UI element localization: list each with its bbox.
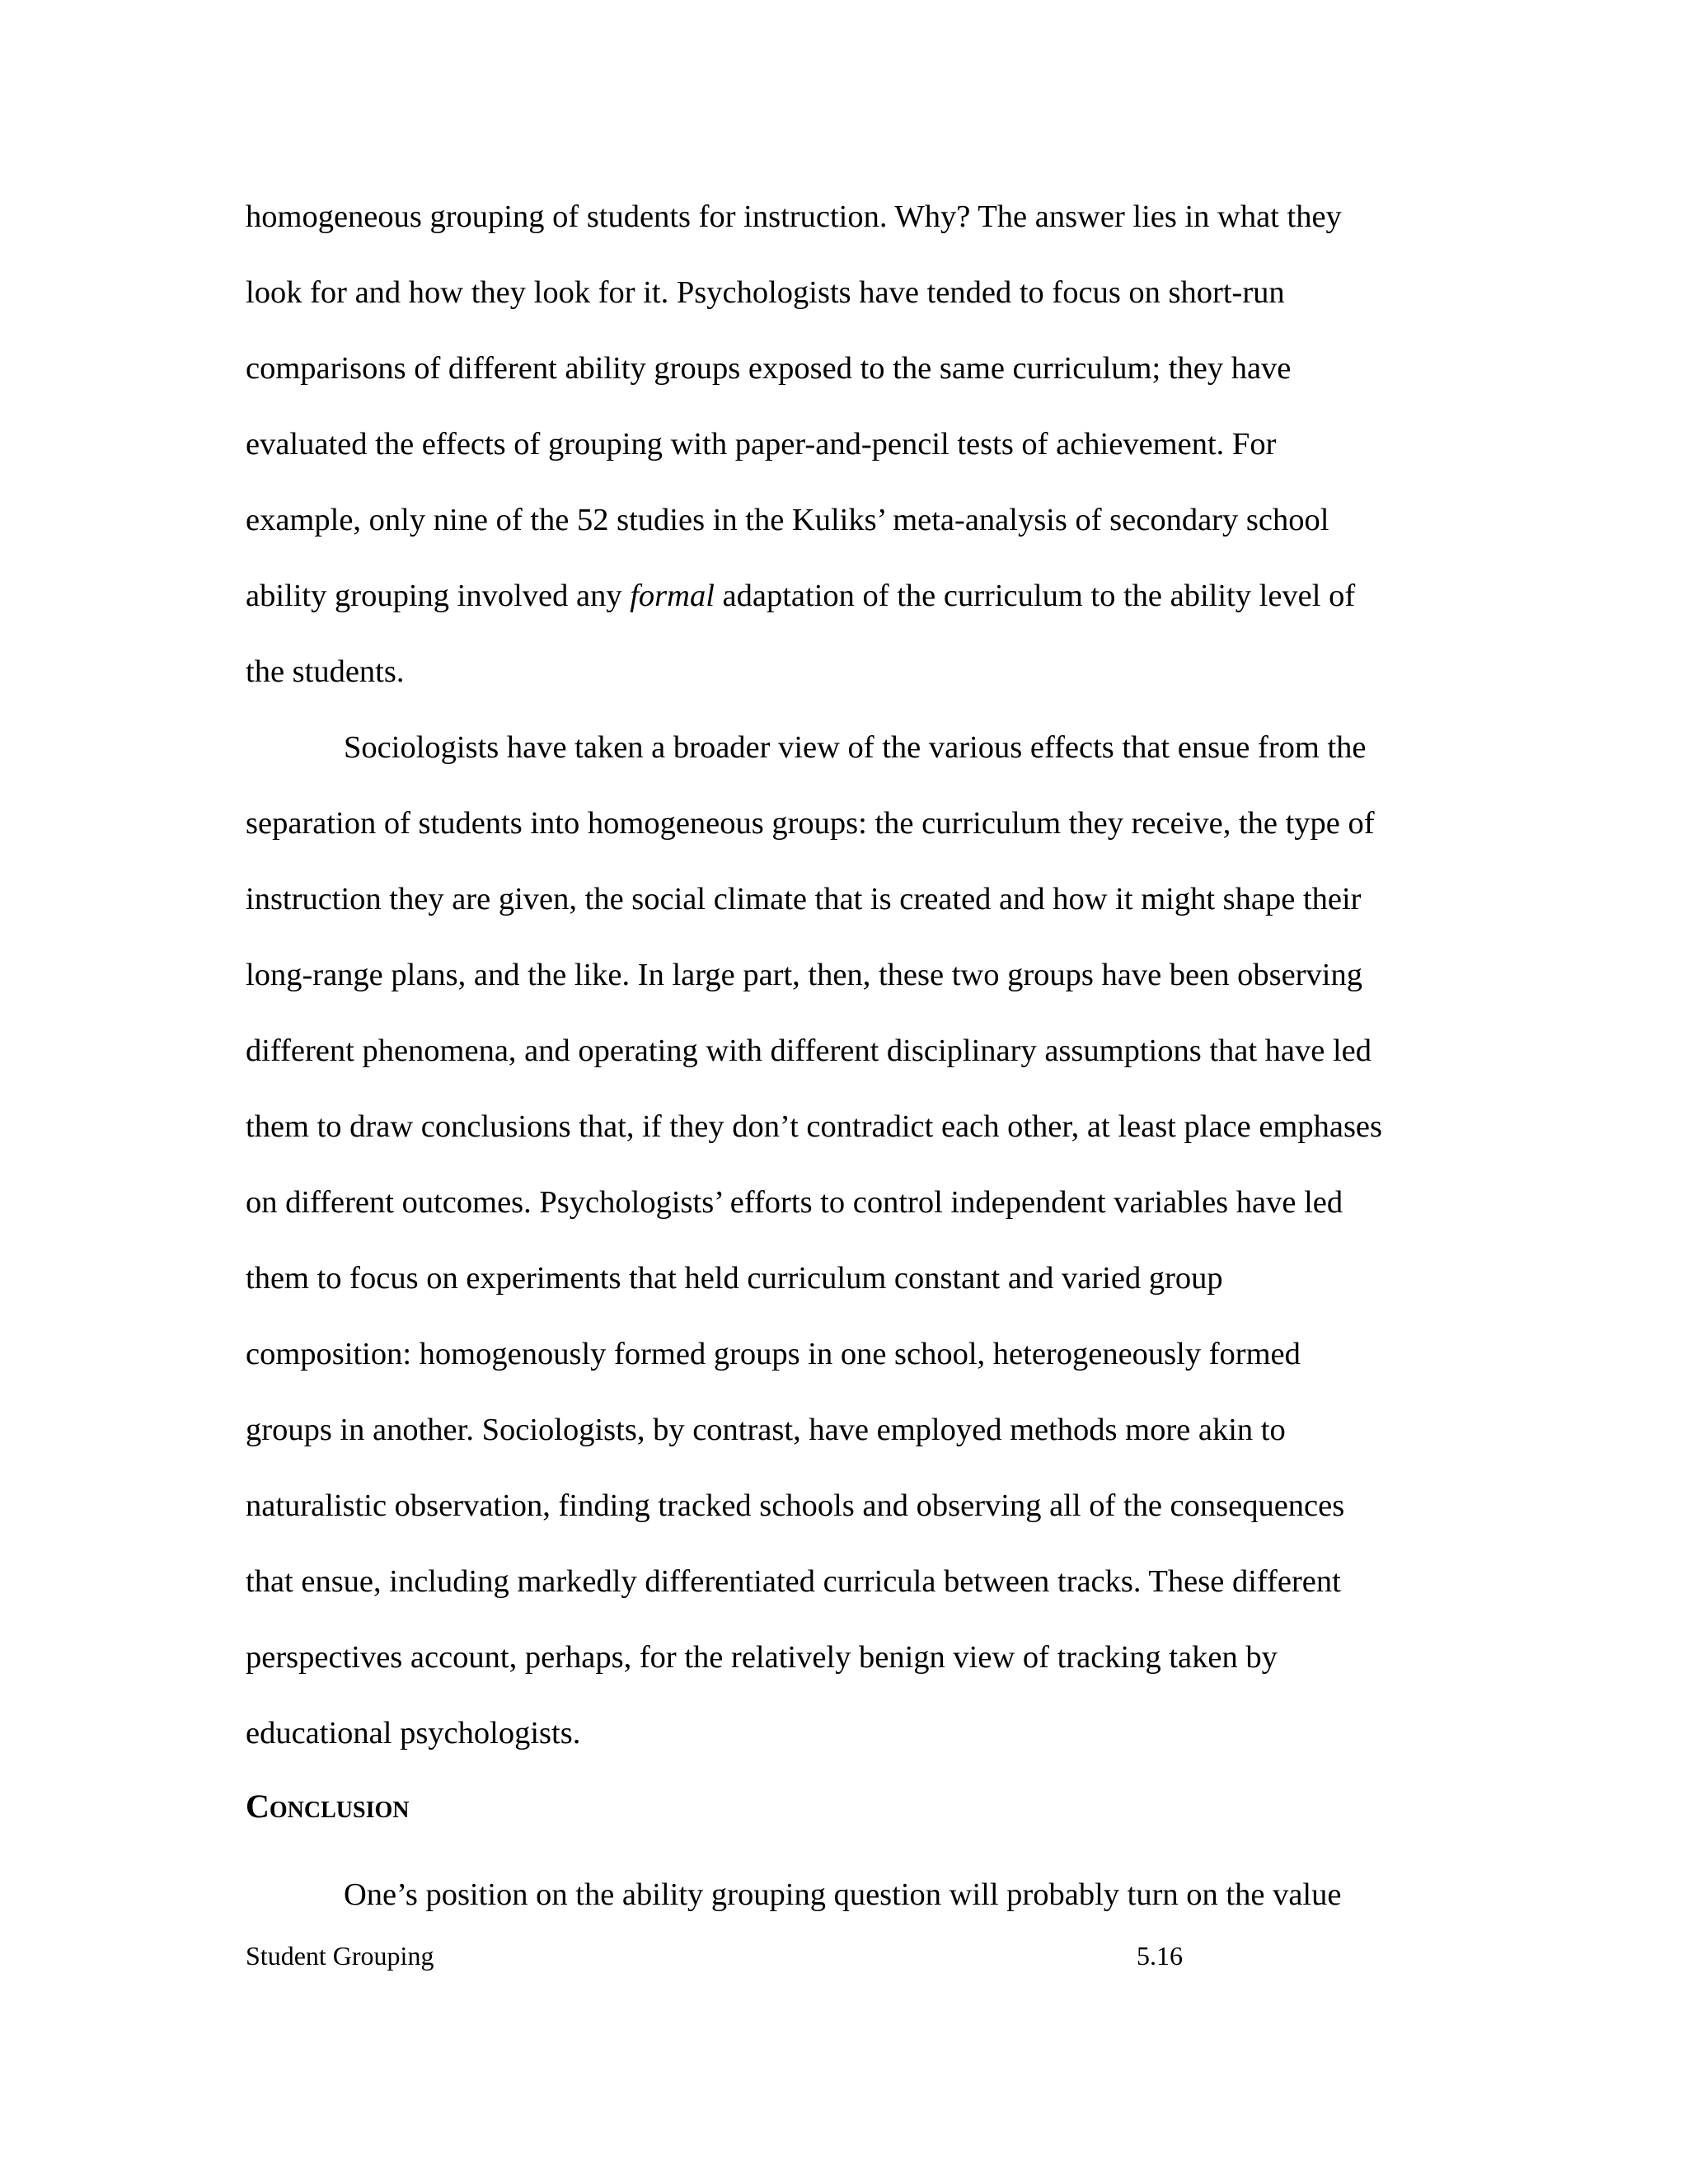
emphasis-formal: formal xyxy=(630,579,715,613)
paragraph-2-line-1: Sociologists have taken a broader view of the various effects that ensue from the xyxy=(344,730,1367,765)
paragraph-1-line-6-end: adaptation of the curriculum to the ability level of xyxy=(714,579,1356,613)
paragraph-2-line-7: on different outcomes. Psychologists’ efforts to control independent variables have led xyxy=(246,1185,1343,1220)
paragraph-2-line-3: instruction they are given, the social climate that is created and how it might shape their xyxy=(246,882,1362,916)
paragraph-1-line-5: example, only nine of the 52 studies in the Kuliks’ meta-analysis of secondary school xyxy=(246,503,1329,537)
paragraph-1-line-3: comparisons of different ability groups exposed to the same curriculum; they have xyxy=(246,351,1292,386)
paragraph-1-line-7: the students. xyxy=(246,654,405,689)
paragraph-1-line-6 xyxy=(246,576,1355,616)
paragraph-2-line-2: separation of students into homogeneous groups: the curriculum they receive, the type of xyxy=(246,806,1375,841)
paragraph-2-line-11: naturalistic observation, finding tracked schools and observing all of the consequences xyxy=(246,1488,1345,1523)
paragraph-3-line-1: One’s position on the ability grouping question will probably turn on the value xyxy=(344,1877,1342,1912)
footer-title: Student Grouping xyxy=(246,1941,434,1971)
paragraph-2-line-13: perspectives account, perhaps, for the relatively benign view of tracking taken by xyxy=(246,1640,1278,1675)
paragraph-2-line-6: them to draw conclusions that, if they don’t contradict each other, at least place emphases xyxy=(246,1109,1383,1144)
page-number: 5.16 xyxy=(1137,1941,1183,1971)
paragraph-1-line-2: look for and how they look for it. Psychologists have tended to focus on short-run xyxy=(246,275,1285,310)
paragraph-1-line-4: evaluated the effects of grouping with paper-and-pencil tests of achievement. For xyxy=(246,427,1277,462)
paragraph-2-line-8: them to focus on experiments that held curriculum constant and varied group xyxy=(246,1261,1223,1296)
paragraph-1-line-6-start: ability grouping involved any xyxy=(246,579,631,613)
paragraph-2-line-4: long-range plans, and the like. In large part, then, these two groups have been observing xyxy=(246,958,1362,992)
paragraph-2-line-14: educational psychologists. xyxy=(246,1716,581,1750)
paragraph-2-line-5: different phenomena, and operating with different disciplinary assumptions that have led xyxy=(246,1033,1372,1068)
paragraph-1-line-1: homogeneous grouping of students for instruction. Why? The answer lies in what they xyxy=(246,199,1342,234)
section-heading-conclusion: Conclusion xyxy=(246,1788,410,1825)
paragraph-2-line-10: groups in another. Sociologists, by contrast, have employed methods more akin to xyxy=(246,1413,1286,1447)
paragraph-2-line-9: composition: homogenously formed groups in one school, heterogeneously formed xyxy=(246,1337,1301,1371)
paragraph-2-line-12: that ensue, including markedly differentiated curricula between tracks. These different xyxy=(246,1564,1341,1599)
